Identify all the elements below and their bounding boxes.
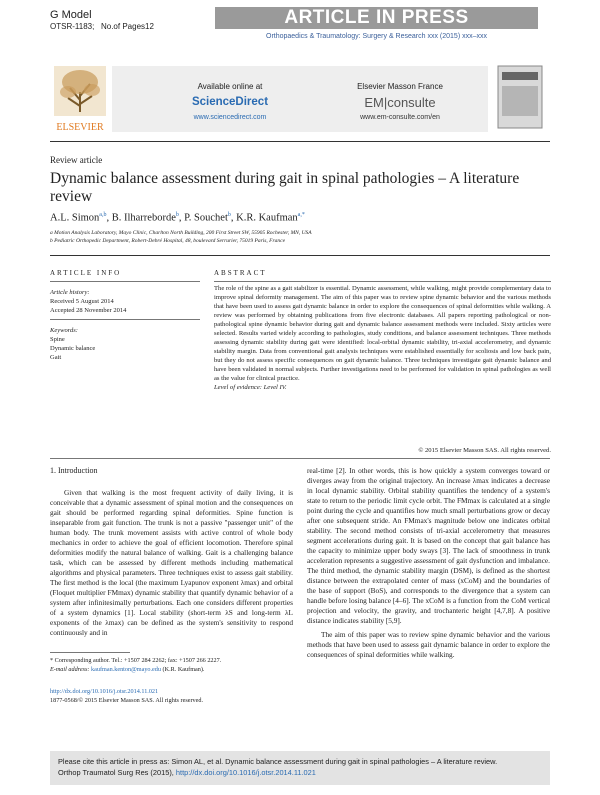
article-in-press-banner: ARTICLE IN PRESS (215, 7, 538, 29)
keyword: Dynamic balance (50, 345, 96, 352)
section-rule (50, 255, 550, 256)
article-code: OTSR-1183; (50, 22, 95, 31)
copyright: © 2015 Elsevier Masson SAS. All rights reserved. (418, 447, 551, 454)
author-name[interactable]: A.L. Simon (50, 212, 100, 224)
author-affil-sup[interactable]: b (175, 212, 179, 218)
footnote-rule (50, 652, 130, 653)
keywords (50, 326, 95, 362)
abstract-text (214, 284, 551, 392)
author-name[interactable]: B. Ilharreborde (111, 212, 176, 224)
author-name[interactable]: K.R. Kaufman (236, 212, 298, 224)
page-count: No.of Pages12 (100, 22, 154, 31)
doi-block (50, 687, 203, 705)
article-history (50, 288, 126, 315)
emconsulte-url[interactable]: www.em-consulte.com/en (360, 114, 440, 121)
author-affil-sup[interactable]: a,b (99, 212, 107, 218)
citation-doi-link[interactable]: http://dx.doi.org/10.1016/j.otsr.2014.11.021 (175, 768, 316, 777)
keywords-rule (50, 319, 200, 320)
issn-line: 1877-0568/© 2015 Elsevier Masson SAS. All rights reserved. (50, 697, 204, 704)
level-of-evidence: Level of evidence: Level IV. (214, 384, 287, 391)
intro-paragraph: Given that walking is the most frequent activity of daily living, it is conceivable that a dynamic assessment of spinal motion and the consequences on gait should be performed regarding spinal deformities. Spine function is inseparable from gait function. The trunk is not a passive "passenger unit" of the human body. The trunk movement assists with active control of whole body mechanics in order to achieve the goal of efficient locomotion. Therefore spinal deformities modify the natural balance of walking. Gait is a challenging balance task, which can be assessed by different methods including mathematical algorithms and physical parameters. Three techniques exist to assess gait stability. The first method is the local (the maximum Lyapunov exponent λmax) and orbital (Floquet multiplier FMmax) dynamic stability that quantify dynamic behavior of a system after infinitesimally perturbations. Each one considers different properties of a system dynamics [1]. Local stability (short-term λS and long-term λL exponents of the λmax) can be defined as the system's sensitivity to respond continuously and in (50, 488, 293, 637)
citation-journal: Orthop Traumatol Surg Res (2015), (58, 768, 176, 777)
journal-line[interactable]: Orthopaedics & Traumatology: Surgery & Research xxx (2015) xxx–xxx (266, 33, 487, 40)
article-type: Review article (50, 155, 103, 165)
article-info-heading: ARTICLE INFO (50, 269, 122, 277)
abstract-body: The role of the spine as a gait stabilizer is essential. Dynamic assessment, while walking, might provide complementary data to improve spinal deformity management. The aim of this paper was to review spine dynamic behavior and the various methods that have been used to assess gait dynamic balance in order to explore the consequences of spinal deformities while walking. A review was performed by obtaining publications from five electronic databases. All papers reporting pathological or non-pathological spine dynamic behavior during gait and dynamic balance assessment methods were included. Sixty articles were selected. Results varied widely according to pathologies, study conditions, and balance assessment techniques. Three methods assessing dynamic stability during gait were identified: local-orbital dynamic stability, tri-axial accelerometry, and dynamic stability margin. Data from conventional gait analysis techniques were established essentially for scoliosis and low back pain, but they do not assess specific consequences on gait dynamic balance. Three techniques investigate gait dynamic balance and have been validated in normal subjects. Further investigations need to be performed for validation in spinal pathologies as well as the value for clinical practice. (214, 285, 551, 382)
info-rule (50, 281, 200, 282)
doi-link[interactable]: http://dx.doi.org/10.1016/j.otsr.2014.11.021 (50, 688, 159, 695)
citation-text: Please cite this article in press as: Simon AL, et al. Dynamic balance assessment during gait in spinal pathologies – A literature review. (58, 757, 498, 766)
header-rule (50, 141, 550, 142)
aim-paragraph: The aim of this paper was to review spine dynamic behavior and the various methods that have been used to assess gait dynamic balance in order to explore the consequences of spinal deformities while walking. (307, 630, 550, 659)
header-codes (50, 10, 154, 32)
affiliation: a Motion Analysis Laboratory, Mayo Clinic, Charlton North Building, 200 First Street SW, 55905 Rochester, MN, USA (50, 230, 312, 236)
column-two-text (307, 466, 550, 660)
email-tail: (K.R. Kaufman). (161, 666, 205, 673)
email-link[interactable]: kaufman.kenton@mayo.edu (91, 666, 161, 673)
author-list: A.L. Simon$^{a,b}$, B. Ilharreborde$^b$, P. Souchet$^b$, K.R. Kaufman$^{a,*}$ (50, 212, 305, 224)
keywords-label: Keywords: (50, 327, 78, 334)
author-name[interactable]: P. Souchet (184, 212, 228, 224)
available-online-label: Available online at (197, 82, 263, 91)
footnotes (50, 656, 221, 674)
keyword: Gait (50, 354, 62, 361)
article-title: Dynamic balance assessment during gait in spinal pathologies – A literature review (50, 170, 520, 205)
abstract-heading: ABSTRACT (214, 269, 267, 277)
sciencedirect-logo[interactable]: ScienceDirect (191, 96, 269, 108)
accepted-date: Accepted 28 November 2014 (50, 307, 127, 314)
corresponding-author: * Corresponding author. Tel.: +1507 284 2262; fax: +1507 266 2227. (50, 657, 222, 664)
keyword: Spine (50, 336, 65, 343)
abstract-rule (214, 281, 551, 282)
sciencedirect-url[interactable]: www.sciencedirect.com (193, 114, 267, 121)
history-label: Article history: (50, 289, 90, 296)
elsevier-masson-label: Elsevier Masson France (357, 82, 443, 91)
g-model: G Model (50, 9, 92, 21)
affiliation: b Pediatric Orthopedic Department, Robert-Debré Hospital, 48, boulevard Serrurier, 75019 Paris, France (50, 238, 286, 244)
email-label: E-mail address: (50, 666, 92, 673)
intro-paragraph: real-time [2]. In other words, this is how quickly a system converges toward or diverges away from the original trajectory. An increase λmax indicates a decrease in local dynamic stability. Orbital stability quantifies the tendency of a system's state to return to the periodic limit cycle orbit. The FMmax is calculated at a single point during the cycle and quantifies how much small perturbations grow or decay after one subsequent stride. An FMmax's magnitude below one indicates orbital stability. The second method consists of tri-axial accelerometry that measures segment accelerations during gait. It is based on the concept that gait balance has the capacity to minimize upper body sways [3]. The lack of smoothness in trunk acceleration represents a suggestive assessment of gait dysfunction and imbalance. The third method, the dynamic stability margin (DSM), is defined as the shortest distance between the extrapolated center of mass (xCoM) and the boundaries of the base of support (BoS), and corresponds to the divergence that a system can handle before losing balance [4–6]. The xCoM is a function from the CoM vertical projection and velocity, the gravity, and trochanteric height [4,7,8]. A positive distance indicates stability [5,9]. (307, 466, 550, 625)
elsevier-wordmark: ELSEVIER (56, 122, 104, 133)
intro-heading: 1. Introduction (50, 466, 98, 475)
received-date: Received 5 August 2014 (50, 298, 114, 305)
author-affil-sup[interactable]: b (227, 212, 231, 218)
journal-cover-icon (490, 62, 550, 137)
emconsulte-logo[interactable]: EM|consulte (364, 95, 436, 110)
citation-box (50, 751, 550, 785)
abstract-bottom-rule (50, 458, 550, 459)
elsevier-tree-logo (50, 62, 110, 137)
author-affil-sup[interactable]: a,* (297, 212, 305, 218)
